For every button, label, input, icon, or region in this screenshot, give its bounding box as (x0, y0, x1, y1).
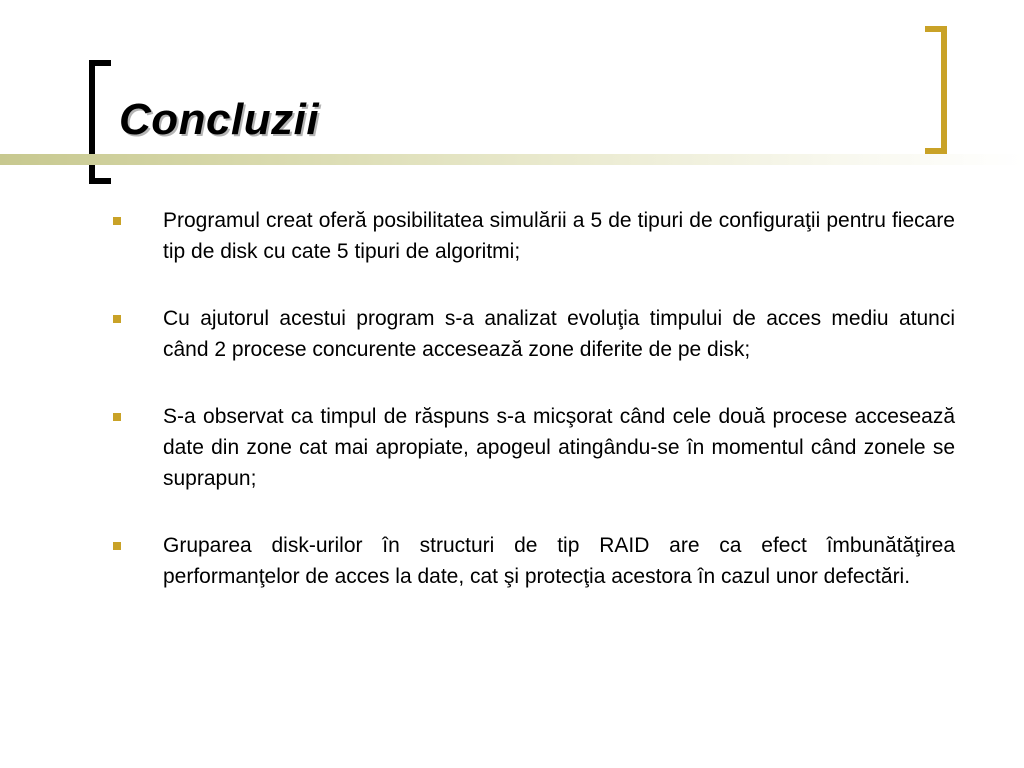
bullet-text: Programul creat oferă posibilitatea simulării a 5 de tipuri de configuraţii pentru fiecare tip de disk cu cate 5 tipuri de algoritmi; (163, 209, 955, 263)
bullet-text: Gruparea disk-urilor în structuri de tip RAID are ca efect îmbunătăţirea performanţelor de acces la date, cat şi protecţia acestora în cazul unor defectări. (163, 534, 955, 588)
bullet-list (110, 205, 955, 628)
right-bracket-decoration (925, 26, 947, 154)
bullet-text: S-a observat ca timpul de răspuns s-a micşorat când cele două procese accesează date din zone cat mai apropiate, apogeul atingându-se în momentul când zonele se suprapun; (163, 405, 955, 490)
left-bracket-decoration (89, 60, 111, 184)
bullet-item (110, 303, 955, 365)
bullet-text: Cu ajutorul acestui program s-a analizat evoluţia timpului de acces mediu atunci când 2 procese concurente accesează zone diferite de pe disk; (163, 307, 955, 361)
bullet-item (110, 530, 955, 592)
bullet-item (110, 401, 955, 494)
bullet-item (110, 205, 955, 267)
title-underline-rule (0, 154, 1024, 165)
slide-title: Concluzii (119, 95, 320, 144)
square-bullet-icon (113, 542, 121, 550)
square-bullet-icon (113, 315, 121, 323)
square-bullet-icon (113, 217, 121, 225)
square-bullet-icon (113, 413, 121, 421)
